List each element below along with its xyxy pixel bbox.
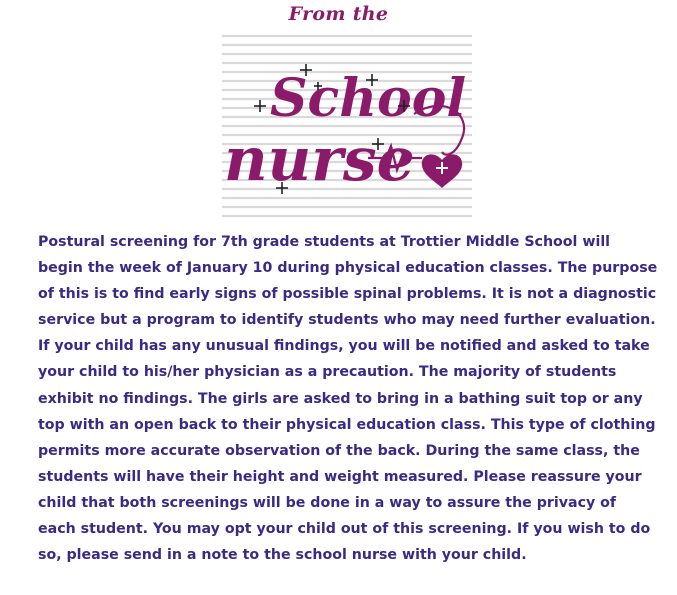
page-heading: From the [288,3,389,25]
school-nurse-logo [218,28,476,224]
svg-text:School: School [270,68,467,129]
school-nurse-logo-graphic [218,28,476,224]
svg-text:nurse: nurse [224,125,415,195]
screening-notice-text: Postural screening for 7th grade students at Trottier Middle School will begin the week of January 10 during physical education classes. The purpose of this is to find early signs of possible spinal problems. It is not a diagnostic service but a program to identify students who may need further evaluation. If your child has any unusual findings, you will be notified and asked to take your child to his/her physician as a precaution. The majority of students exhibit no findings. The girls are asked to bring in a bathing suit top or any top with an open back to their physical education class. This type of clothing permits more accurate observation of the back. During the same class, the students will have their height and weight measured. Please reassure your child that both screenings will be done in a way to assure the privacy of each student. You may opt your child out of this screening. If you wish to do so, please send in a note to the school nurse with your child. [38,234,658,564]
